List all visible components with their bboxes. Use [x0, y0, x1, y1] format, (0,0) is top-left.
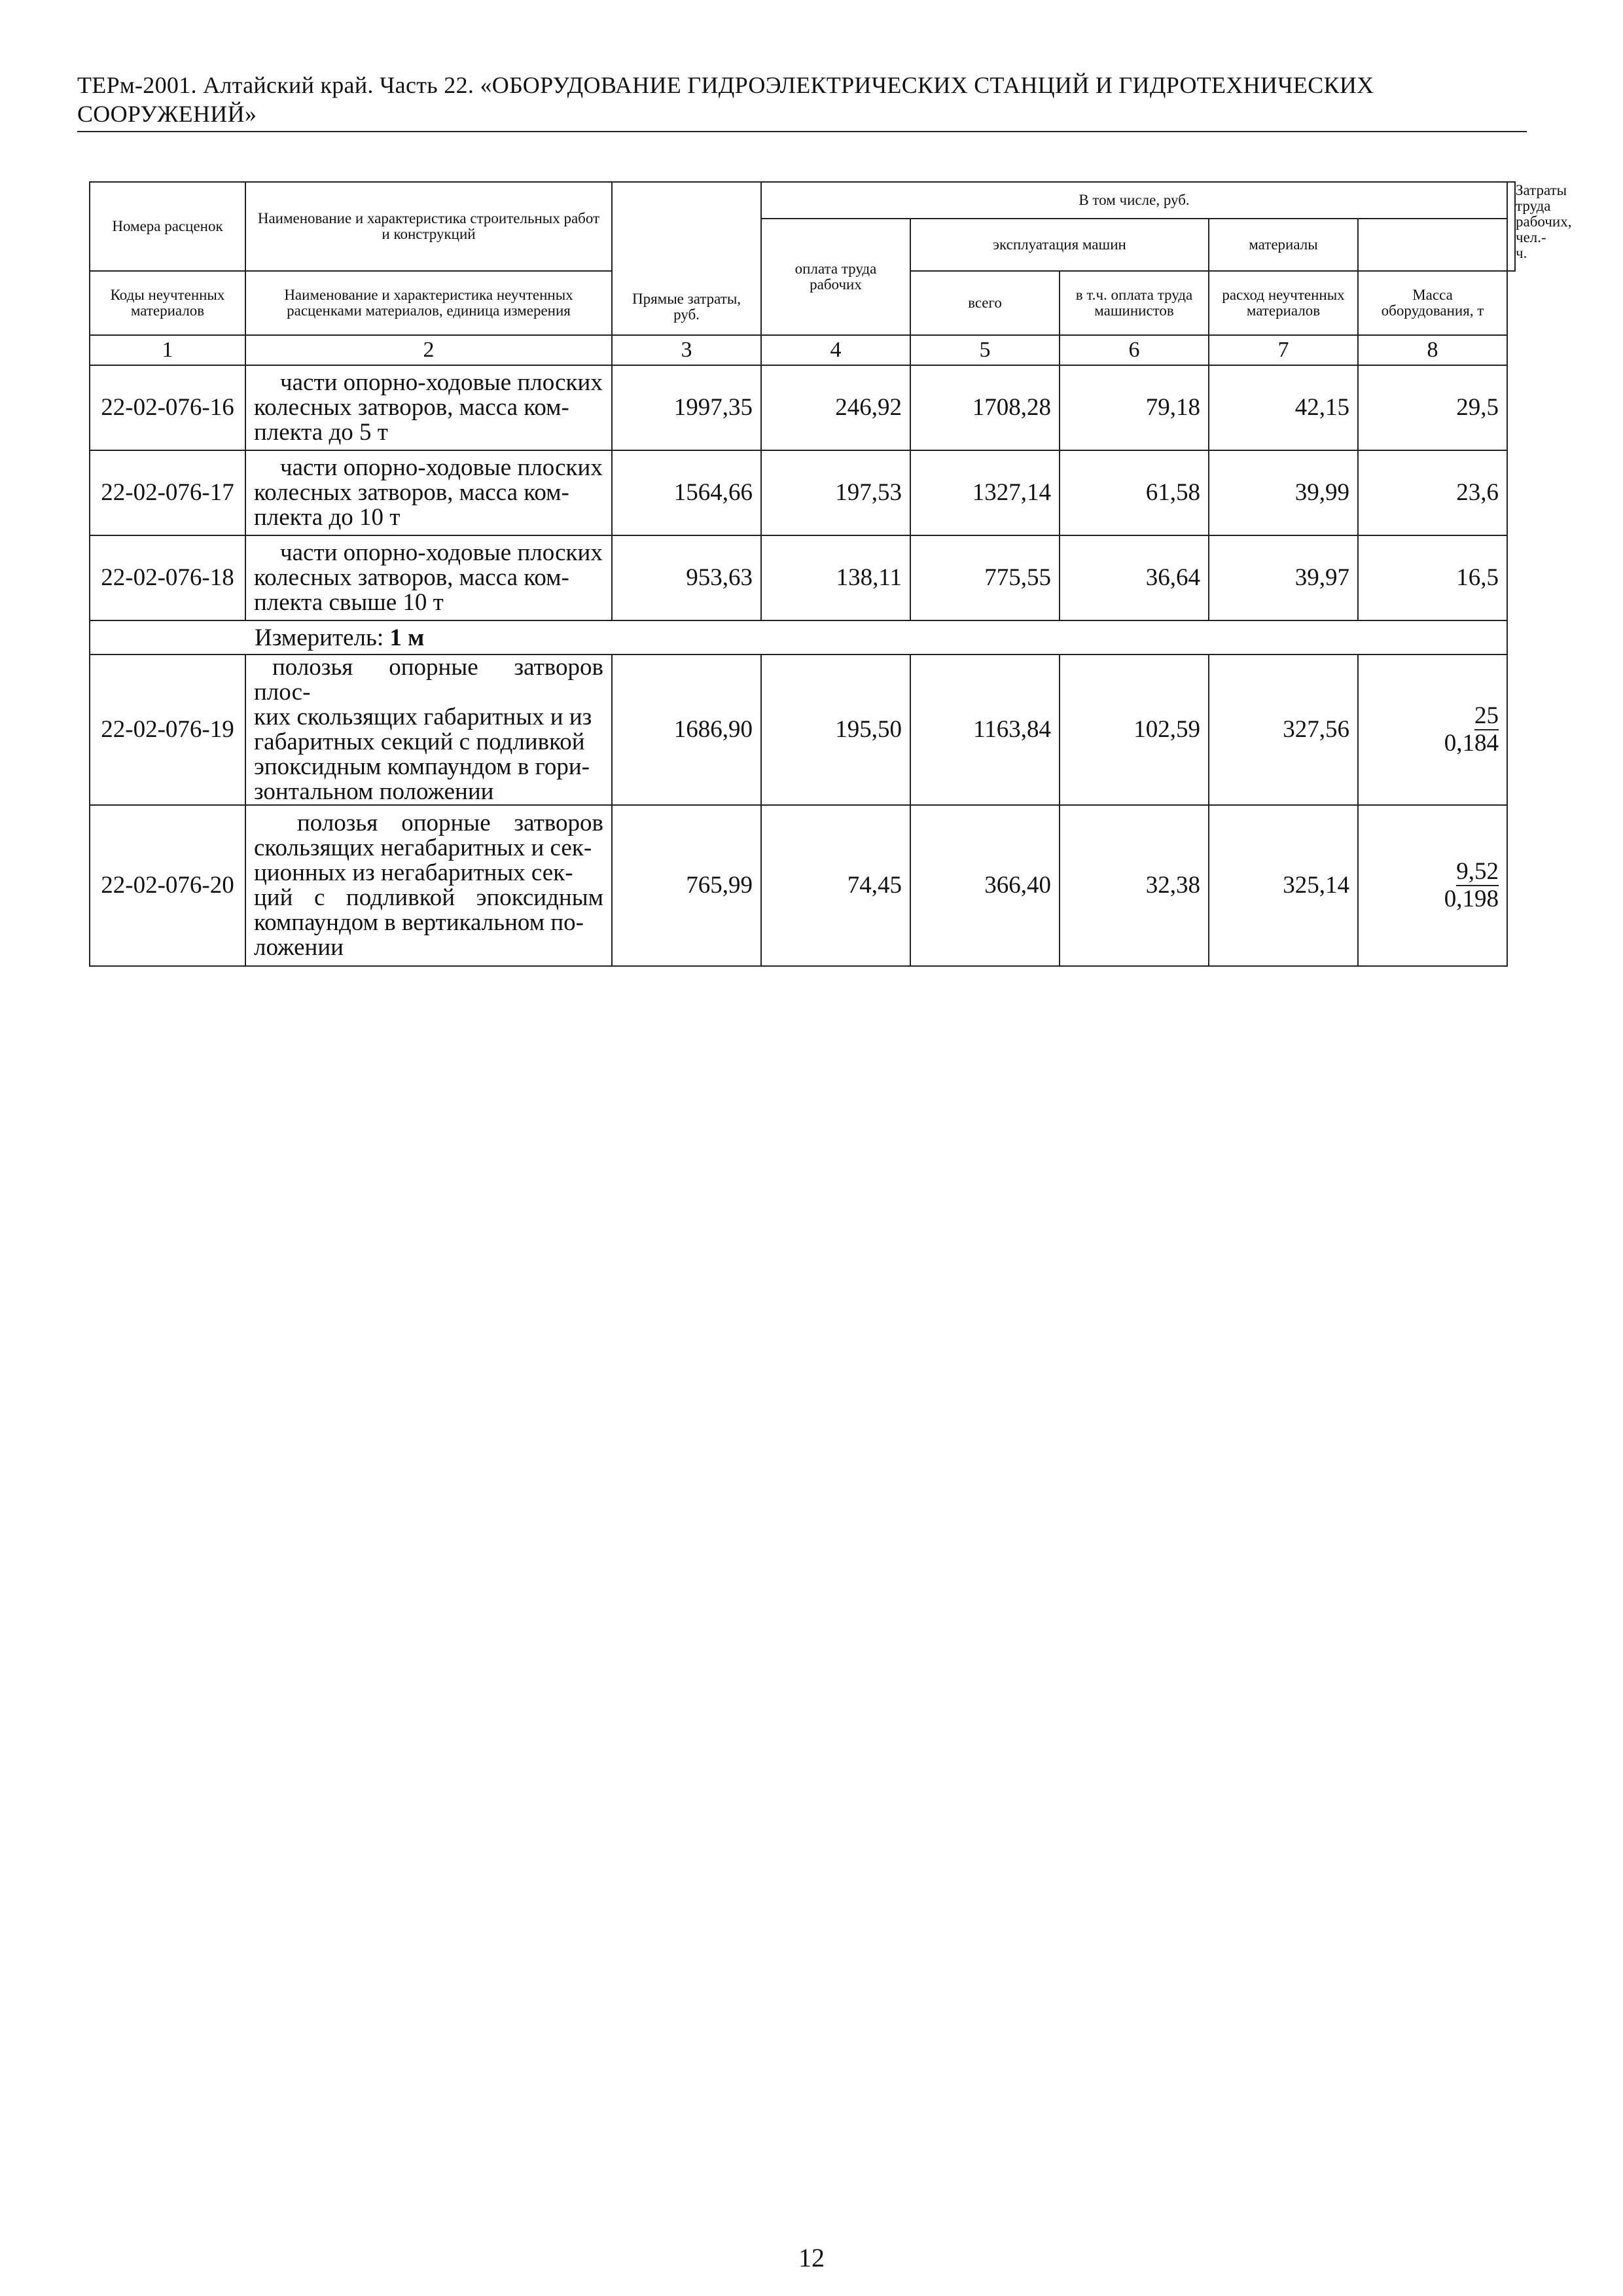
direct-costs-value: 1997,35 — [612, 365, 761, 450]
rate-description — [245, 535, 612, 620]
description-line: габаритных секций с подливкой — [254, 728, 585, 755]
labor-value: 23,6 — [1358, 450, 1507, 535]
machines-total-value: 1163,84 — [910, 655, 1060, 805]
column-number: 8 — [1358, 335, 1507, 365]
header-unaccounted-codes: Коды неучтенных материалов — [90, 271, 245, 335]
table-row — [90, 450, 1515, 535]
description-line: части опорно-ходовые плоских — [280, 454, 603, 481]
header-unaccounted-consumption: расход неучтенных материалов — [1209, 271, 1358, 335]
column-number: 3 — [612, 335, 761, 365]
materials-value: 327,56 — [1209, 655, 1358, 805]
description-line: ких скользящих габаритных и из — [254, 704, 592, 730]
description-line: зонтальном положении — [254, 778, 494, 805]
column-number: 5 — [910, 335, 1060, 365]
rate-description — [245, 365, 612, 450]
header-materials: материалы — [1209, 219, 1358, 271]
column-number: 4 — [761, 335, 910, 365]
operators-pay-value: 102,59 — [1060, 655, 1209, 805]
labor-value: 16,5 — [1358, 535, 1507, 620]
table-row — [90, 365, 1515, 450]
unit-label: Измеритель: — [255, 624, 384, 651]
header-rate-numbers: Номера расценок — [90, 182, 245, 271]
direct-costs-value: 1564,66 — [612, 450, 761, 535]
rate-code: 22-02-076-19 — [90, 655, 245, 805]
rate-code: 22-02-076-18 — [90, 535, 245, 620]
operators-pay-value: 32,38 — [1060, 805, 1209, 966]
materials-value: 39,99 — [1209, 450, 1358, 535]
workers-pay-value: 138,11 — [761, 535, 910, 620]
header-name-works: Наименование и характеристика строительных работ и конструкций — [245, 182, 612, 271]
rate-code: 22-02-076-16 — [90, 365, 245, 450]
table-row — [90, 535, 1515, 620]
column-number-row — [90, 335, 1515, 365]
unit-row — [90, 620, 1515, 655]
workers-pay-value: 74,45 — [761, 805, 910, 966]
description-line: плекта до 5 т — [254, 419, 388, 446]
labor-value: 9,52 — [1456, 857, 1499, 885]
rate-code: 22-02-076-20 — [90, 805, 245, 966]
operators-pay-value: 61,58 — [1060, 450, 1209, 535]
description-line: части опорно-ходовые плоских — [280, 369, 603, 396]
description-line: ций с подливкой эпоксидным — [254, 884, 603, 911]
operators-pay-value: 79,18 — [1060, 365, 1209, 450]
materials-value: 42,15 — [1209, 365, 1358, 450]
workers-pay-value: 197,53 — [761, 450, 910, 535]
description-line: плекта свыше 10 т — [254, 589, 444, 616]
rate-description — [245, 805, 612, 966]
column-number: 7 — [1209, 335, 1358, 365]
machines-total-value: 366,40 — [910, 805, 1060, 966]
header-equipment-mass: Масса оборудования, т — [1358, 271, 1507, 335]
direct-costs-value: 1686,90 — [612, 655, 761, 805]
description-line: эпоксидным компаундом в гори- — [254, 753, 590, 780]
description-line: колесных затворов, масса ком- — [254, 394, 569, 421]
workers-pay-value: 246,92 — [761, 365, 910, 450]
description-line: скользящих негабаритных и сек- — [254, 834, 592, 861]
description-line: колесных затворов, масса ком- — [254, 564, 569, 591]
labor-mass-fraction — [1444, 857, 1499, 912]
header-total: всего — [910, 271, 1060, 335]
materials-value: 39,97 — [1209, 535, 1358, 620]
labor-value: 25 — [1474, 702, 1499, 729]
header-labor-costs: Затраты труда рабочих, чел.-ч. — [1507, 182, 1515, 271]
machines-total-value: 1708,28 — [910, 365, 1060, 450]
labor-mass-value — [1358, 655, 1507, 805]
direct-costs-value: 953,63 — [612, 535, 761, 620]
equipment-mass-value: 0,184 — [1444, 729, 1499, 757]
column-number: 6 — [1060, 335, 1209, 365]
page-number: 12 — [798, 2243, 825, 2272]
operators-pay-value: 36,64 — [1060, 535, 1209, 620]
description-line: полозья опорные затворов — [297, 810, 603, 836]
description-line: колесных затворов, масса ком- — [254, 479, 569, 506]
workers-pay-value: 195,50 — [761, 655, 910, 805]
header-operators-pay: в т.ч. оплата труда машинистов — [1060, 271, 1209, 335]
labor-mass-fraction — [1444, 704, 1499, 755]
header-divider — [77, 131, 1527, 132]
measurement-unit — [245, 620, 1507, 655]
header-machine-operation: эксплуатация машин — [910, 219, 1209, 271]
machines-total-value: 1327,14 — [910, 450, 1060, 535]
header-name-unaccounted: Наименование и характеристика неучтенных расценками материалов, единица измерения — [245, 271, 612, 335]
table-row — [90, 655, 1515, 805]
unit-value: 1 м — [389, 624, 425, 651]
direct-costs-value: 765,99 — [612, 805, 761, 966]
column-number: 2 — [245, 335, 612, 365]
unit-row-spacer — [90, 620, 245, 655]
description-line: полозья опорные затворов плос- — [254, 654, 603, 706]
description-line: плекта до 10 т — [254, 504, 401, 531]
labor-value: 29,5 — [1358, 365, 1507, 450]
header-line-2: СООРУЖЕНИЙ» — [77, 101, 257, 127]
description-line: компаундом в вертикальном по- — [254, 909, 584, 936]
rate-description — [245, 655, 612, 805]
materials-value: 325,14 — [1209, 805, 1358, 966]
document-header — [77, 71, 1527, 128]
rate-description — [245, 450, 612, 535]
description-line: ционных из негабаритных сек- — [254, 859, 573, 886]
table-row — [90, 805, 1515, 966]
equipment-mass-value: 0,198 — [1444, 885, 1499, 912]
header-line-1: ТЕРм-2001. Алтайский край. Часть 22. «ОБОРУДОВАНИЕ ГИДРОЭЛЕКТРИЧЕСКИХ СТАНЦИЙ И ГИДРОТЕХНИЧЕСКИХ — [77, 72, 1374, 98]
header-workers-pay: оплата труда рабочих — [761, 219, 910, 335]
rate-code: 22-02-076-17 — [90, 450, 245, 535]
machines-total-value: 775,55 — [910, 535, 1060, 620]
header-direct-costs: Прямые затраты, руб. — [612, 182, 761, 335]
labor-mass-value — [1358, 805, 1507, 966]
column-number: 1 — [90, 335, 245, 365]
rates-table — [89, 181, 1572, 967]
header-including: В том числе, руб. — [761, 182, 1507, 219]
description-line: ложении — [254, 934, 344, 961]
header-row-1 — [90, 182, 1515, 219]
description-line: части опорно-ходовые плоских — [280, 539, 603, 566]
